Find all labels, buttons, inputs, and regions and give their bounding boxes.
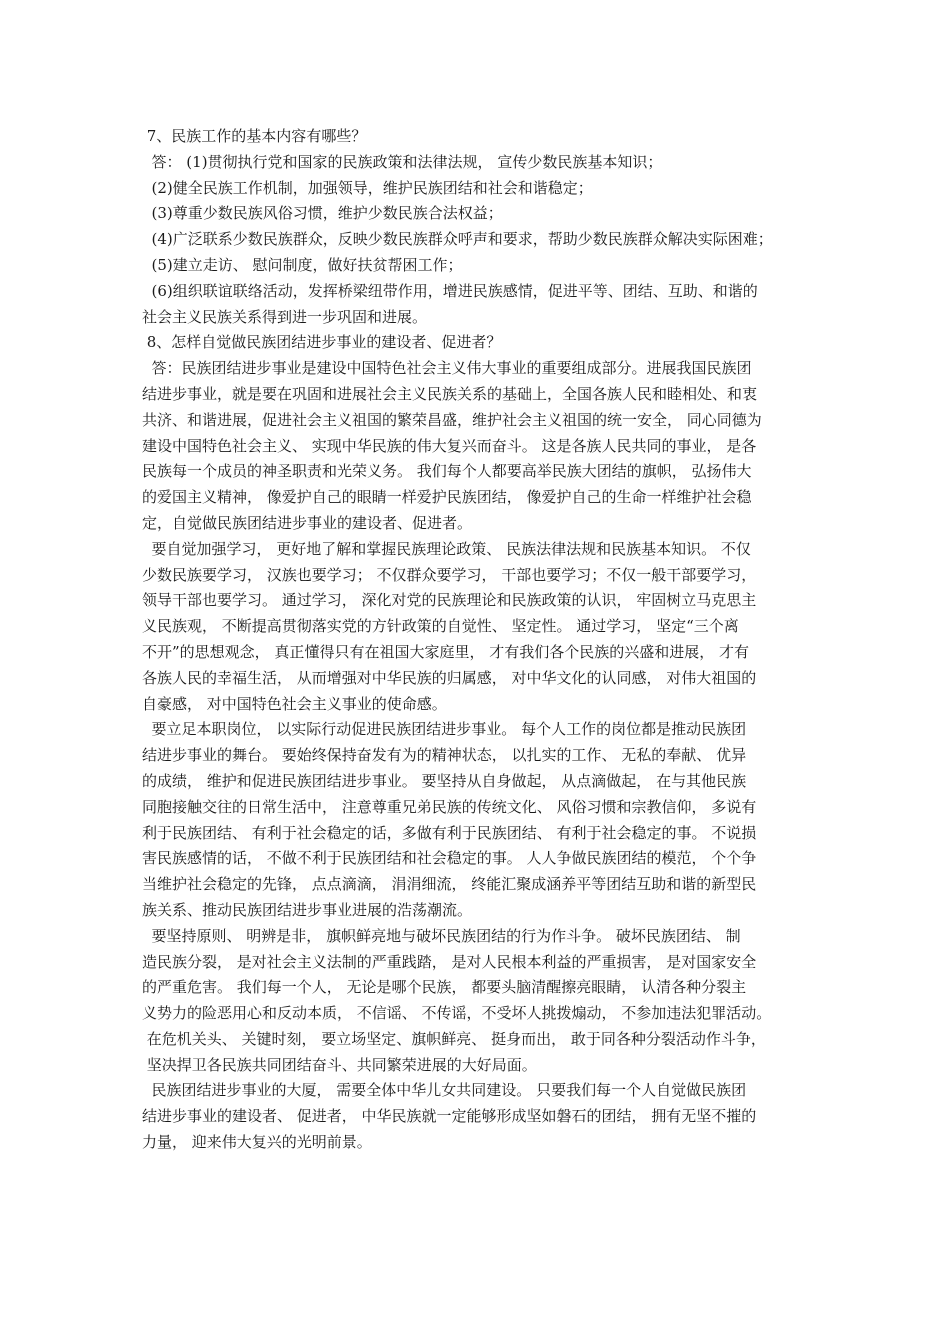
text-line: 要自觉加强学习， 更好地了解和掌握民族理论政策、 民族法律法规和民族基本知识。 不仅 <box>142 539 751 558</box>
text-line: 建设中国特色社会主义、 实现中华民族的伟大复兴而奋斗。 这是各族人民共同的事业， 是各 <box>142 436 757 455</box>
answer-7-item-3: (3)尊重少数民族风俗习惯，维护少数民族合法权益； <box>142 204 503 223</box>
text-line: 要立足本职岗位， 以实际行动促进民族团结进步事业。 每个人工作的岗位都是推动民族团 <box>142 720 747 739</box>
answer-7-item-5: (5)建立走访、 慰问制度，做好扶贫帮困工作； <box>142 255 463 274</box>
text-line: 同胞接触交往的日常生活中， 注意尊重兄弟民族的传统文化、 风俗习惯和宗教信仰， 多说有 <box>142 797 757 816</box>
text-line: 义民族观， 不断提高贯彻落实党的方针政策的自觉性、 坚定性。 通过学习， 坚定“三个离 <box>142 617 739 636</box>
text-line: 结进步事业的舞台。 要始终保持奋发有为的精神状态， 以扎实的工作、 无私的奉献、 优异 <box>142 746 747 765</box>
text-line: 少数民族要学习， 汉族也要学习； 不仅群众要学习， 干部也要学习；不仅一般干部要学习， <box>142 565 757 584</box>
text-line: 民族团结进步事业的大厦， 需要全体中华儿女共同建设。 只要我们每一个人自觉做民族团 <box>142 1081 747 1100</box>
answer-7-item-4: (4)广泛联系少数民族群众，反映少数民族群众呼声和要求，帮助少数民族群众解决实际困难； <box>142 230 773 249</box>
text-line: 在危机关头、 关键时刻， 要立场坚定、旗帜鲜亮、 挺身而出， 敢于同各种分裂活动作斗争， <box>142 1029 766 1048</box>
text-line: 答：民族团结进步事业是建设中国特色社会主义伟大事业的重要组成部分。进展我国民族团 <box>142 359 752 378</box>
text-line: 当维护社会稳定的先锋， 点点滴滴， 涓涓细流， 终能汇聚成涵养平等团结互助和谐的新型民 <box>142 875 757 894</box>
text-line: 定，自觉做民族团结进步事业的建设者、促进者。 <box>142 513 473 532</box>
answer-7-item-1: 答： (1)贯彻执行党和国家的民族政策和法律法规， 宣传少数民族基本知识； <box>142 152 663 171</box>
text-line: 自豪感， 对中国特色社会主义事业的使命感。 <box>142 694 447 713</box>
answer-7-item-2: (2)健全民族工作机制，加强领导，维护民族团结和社会和谐稳定； <box>142 178 593 197</box>
text-line: 结进步事业，就是要在巩固和进展社会主义民族关系的基础上，全国各族人民和睦相处、和衷 <box>142 384 758 403</box>
text-line: 民族每一个成员的神圣职责和光荣义务。 我们每个人都要高举民族大团结的旗帜， 弘扬伟大 <box>142 462 752 481</box>
text-line: 各族人民的幸福生活， 从而增强对中华民族的归属感， 对中华文化的认同感， 对伟大祖国的 <box>142 668 757 687</box>
text-line: 义势力的险恶用心和反动本质， 不信谣、 不传谣，不受坏人挑拨煽动， 不参加违法犯罪活动。 <box>142 1004 772 1023</box>
answer-7-item-6: (6)组织联谊联络活动，发挥桥梁纽带作用，增进民族感情，促进平等、团结、互助、和谐的 <box>142 281 758 300</box>
text-line: 结进步事业的建设者、 促进者， 中华民族就一定能够形成坚如磐石的团结， 拥有无坚不摧的 <box>142 1107 757 1126</box>
text-line: 的爱国主义精神， 像爱护自己的眼睛一样爱护民族团结， 像爱护自己的生命一样维护社会稳 <box>142 488 752 507</box>
question-8-heading: 8、怎样自觉做民族团结进步事业的建设者、促进者？ <box>142 333 502 352</box>
text-line: 造民族分裂， 是对社会主义法制的严重践踏， 是对人民根本利益的严重损害， 是对国家安全 <box>142 952 757 971</box>
text-line: 的严重危害。 我们每一个人， 无论是哪个民族， 都要头脑清醒擦亮眼睛， 认清各种分裂主 <box>142 978 747 997</box>
text-line: 害民族感情的话， 不做不利于民族团结和社会稳定的事。 人人争做民族团结的模范， 个个争 <box>142 849 757 868</box>
text-line: 不开”的思想观念， 真正懂得只有在祖国大家庭里， 才有我们各个民族的兴盛和进展， 才有 <box>142 642 749 661</box>
text-line: 共济、和谐进展，促进社会主义祖国的繁荣昌盛，维护社会主义祖国的统一安全， 同心同德为 <box>142 410 762 429</box>
text-line: 要坚持原则、 明辨是非， 旗帜鲜亮地与破坏民族团结的行为作斗争。 破坏民族团结、 制 <box>142 926 741 945</box>
document-body <box>142 124 822 1156</box>
question-7-heading: 7、民族工作的基本内容有哪些？ <box>142 127 367 145</box>
text-line: 族关系、推动民族团结进步事业进展的浩荡潮流。 <box>142 900 473 919</box>
text-line: 坚决捍卫各民族共同团结奋斗、共同繁荣进展的大好局面。 <box>142 1055 537 1074</box>
text-line: 利于民族团结、 有利于社会稳定的话，多做有利于民族团结、 有利于社会稳定的事。 不说损 <box>142 823 757 842</box>
answer-7-item-6-cont: 社会主义民族关系得到进一步巩固和进展。 <box>142 307 428 326</box>
text-line: 领导干部也要学习。 通过学习， 深化对党的民族理论和民族政策的认识， 牢固树立马克思主 <box>142 591 757 610</box>
text-line: 力量， 迎来伟大复兴的光明前景。 <box>142 1133 372 1152</box>
text-line: 的成绩， 维护和促进民族团结进步事业。 要坚持从自身做起， 从点滴做起， 在与其他民族 <box>142 771 747 790</box>
